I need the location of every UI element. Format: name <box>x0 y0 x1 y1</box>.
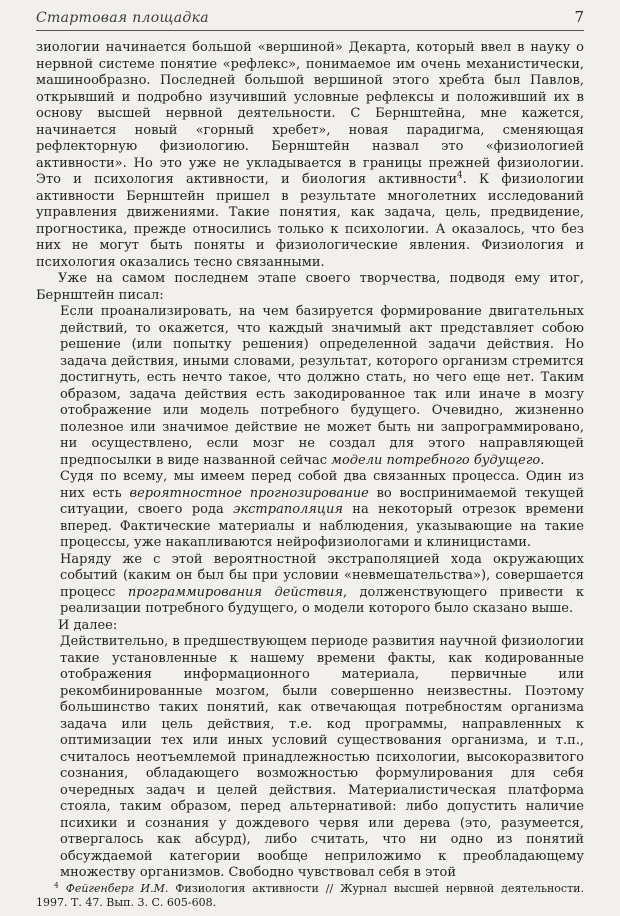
text-run: Действительно, в предшествующем периоде развития научной физиологии такие установленные к нашему времени факты, как кодированные отображения информационного материала, первичные или рекомбинированные мозгом, были совершенно неизвестны. Поэтому большинство таких понятий, как отвечающая потребностям организма задача или цель действия, т.е. код программы, направленных к оптимизации тех или иных условий существования организма, и т.п., считалось неотъемлемой принадлежностью психологии, высокоразвитого сознания, обладающего возможностью формулирования для себя очередных задач и целей действия. Материалистическая платформа стояла, таким образом, перед альтернативой: либо допустить наличие психики и сознания у дождевого червя или дерева (это, разумеется, отвергалось как абсурд), либо считать, что ни одно из понятий обсуждаемой категории вообще неприложимо к преобладающему множеству организмов. Свободно чувствовал себя в этой <box>60 634 584 880</box>
block-quote-paragraph <box>60 469 584 552</box>
footnote-marker: 4 <box>54 879 59 889</box>
italic-text-run: модели потребного будущего <box>331 452 541 468</box>
body-paragraph <box>36 618 584 635</box>
text-run: Наряду же с этой вероятностной экстраполяцией хода окружающих событий (каким он был бы при условии «невмешательства»), совершается процесс <box>60 551 584 600</box>
body-paragraph <box>36 40 584 271</box>
block-quote-paragraph <box>60 634 584 882</box>
page-header <box>36 8 584 26</box>
footnote-reference-marker: 4 <box>457 170 463 181</box>
italic-text-run: программирования действия <box>127 584 343 600</box>
header-rule <box>36 30 584 31</box>
body-paragraph <box>36 271 584 304</box>
running-title: Стартовая площадка <box>36 10 209 26</box>
text-run: на некоторый отрезок времени вперед. Фактические материалы и наблюдения, указывающие на такие процессы, уже накапливаются нейрофизиологами и клиницистами. <box>60 502 584 550</box>
text-run: , долженствующего привести к реализации потребного будущего, о модели которого было сказано выше. <box>60 584 584 616</box>
page-number: 7 <box>574 8 584 26</box>
text-run: во воспринимаемой текущей ситуации, своего рода <box>60 485 584 517</box>
text-body <box>36 40 584 882</box>
footnote-area <box>36 879 584 910</box>
text-run: . К физиологии активности Бернштейн пришел в результате многолетних исследований управления движениями. Такие понятия, как задача, цель, предвидение, прогностика, прежде относились только к психологии. А оказалось, что без них не могут быть поняты и физиологические явления. Физиология и психология оказались тесно связанными. <box>36 172 584 270</box>
text-run: Если проанализировать, на чем базируется формирование двигательных действий, то окажется, что каждый значимый акт представляет собою решение (или попытку решения) определенной задачи действия. Но задача действия, иными словами, результат, которого организм стремится достигнуть, есть нечто такое, что должно стать, но чего еще нет. Таким образом, задача действия есть закодированное так или иначе в мозгу отображение или модель потребного будущего. Очевидно, жизненно полезное или значимое действие не может быть ни запрограммировано, ни осуществлено, если мозг не создал для этого направляющей предпосылки в виде названной сейчас <box>60 304 584 468</box>
italic-text-run: Фейгенберг И.М. <box>65 881 169 895</box>
block-quote-paragraph <box>60 304 584 469</box>
text-run: Уже на самом последнем этапе своего творчества, подводя ему итог, Бернштейн писал: <box>36 271 584 303</box>
text-run: зиологии начинается большой «вершиной» Декарта, который ввел в науку о нервной системе понятие «рефлекс», понимаемое им очень механистически, машинообразно. Последней большой вершиной этого хребта был Павлов, открывший и подробно изучивший условные рефлексы и положивший их в основу высшей нервной деятельности. С Бернштейна, мне кажется, начинается новый «горный хребет», новая парадигма, сменяющая рефлекторную физиологию. Бернштейн назвал это «физиологией активности». Но это уже не укладывается в границы прежней физиологии. Это и психология активности, и биология активности <box>36 40 584 187</box>
text-run: . <box>540 452 545 468</box>
text-run: Физиология активности // Журнал высшей нервной деятельности. 1997. Т. 47. Вып. 3. С. 605-608. <box>36 881 584 909</box>
footnote <box>36 879 584 910</box>
text-run: Судя по всему, мы имеем перед собой два связанных процесса. Один из них есть <box>60 469 584 501</box>
italic-text-run: вероятностное прогнозирование <box>129 485 369 501</box>
italic-text-run: экстраполяция <box>233 502 343 517</box>
text-run: И далее: <box>58 617 118 633</box>
block-quote-paragraph <box>60 552 584 618</box>
